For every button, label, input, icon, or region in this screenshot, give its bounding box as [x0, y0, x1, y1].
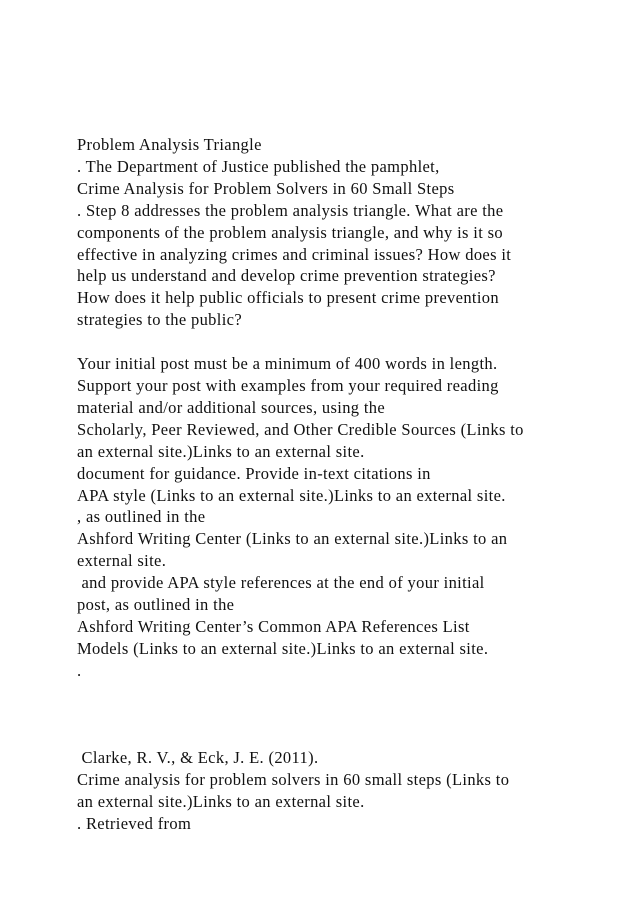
- text-line: document for guidance. Provide in-text citations in: [77, 463, 431, 483]
- text-line: an external site.)Links to an external site.: [77, 792, 365, 812]
- text-line: Support your post with examples from your required reading: [77, 375, 499, 395]
- text-line: . The Department of Justice published the pamphlet,: [77, 156, 440, 176]
- text-line: Problem Analysis Triangle: [77, 135, 262, 154]
- text-line: . Step 8 addresses the problem analysis triangle. What are the: [77, 200, 504, 220]
- text-line: an external site.)Links to an external site.: [77, 441, 365, 461]
- text-line: Your initial post must be a minimum of 400 words in length.: [77, 354, 498, 374]
- text-line: Crime analysis for problem solvers in 60 small steps (Links to: [77, 770, 510, 790]
- text-line: . Retrieved from: [77, 814, 192, 834]
- text-line: external site.: [77, 551, 167, 571]
- text-line: Ashford Writing Center (Links to an external site.)Links to an: [77, 529, 508, 549]
- text-line: Crime Analysis for Problem Solvers in 60 Small Steps: [77, 178, 455, 198]
- text-line: strategies to the public?: [77, 310, 242, 330]
- text-line: Scholarly, Peer Reviewed, and Other Credible Sources (Links to: [77, 419, 524, 439]
- blank-line: [77, 725, 617, 747]
- text-line: , as outlined in the: [77, 507, 206, 527]
- blank-line: [77, 704, 617, 726]
- text-line: Clarke, R. V., & Eck, J. E. (2011).: [77, 748, 319, 768]
- document-body: [77, 134, 617, 835]
- text-line: APA style (Links to an external site.)Links to an external site.: [77, 485, 506, 505]
- blank-line: [77, 682, 617, 704]
- text-line: Ashford Writing Center’s Common APA References List: [77, 616, 470, 636]
- text-line: help us understand and develop crime prevention strategies?: [77, 266, 496, 286]
- text-line: and provide APA style references at the end of your initial: [77, 573, 485, 593]
- text-line: effective in analyzing crimes and criminal issues? How does it: [77, 244, 512, 264]
- text-line: How does it help public officials to present crime prevention: [77, 288, 499, 308]
- text-line: Models (Links to an external site.)Links to an external site.: [77, 638, 489, 658]
- text-line: .: [77, 660, 82, 680]
- text-line: post, as outlined in the: [77, 595, 235, 615]
- blank-line: [77, 331, 617, 353]
- text-line: material and/or additional sources, using the: [77, 397, 386, 417]
- text-line: components of the problem analysis triangle, and why is it so: [77, 222, 503, 242]
